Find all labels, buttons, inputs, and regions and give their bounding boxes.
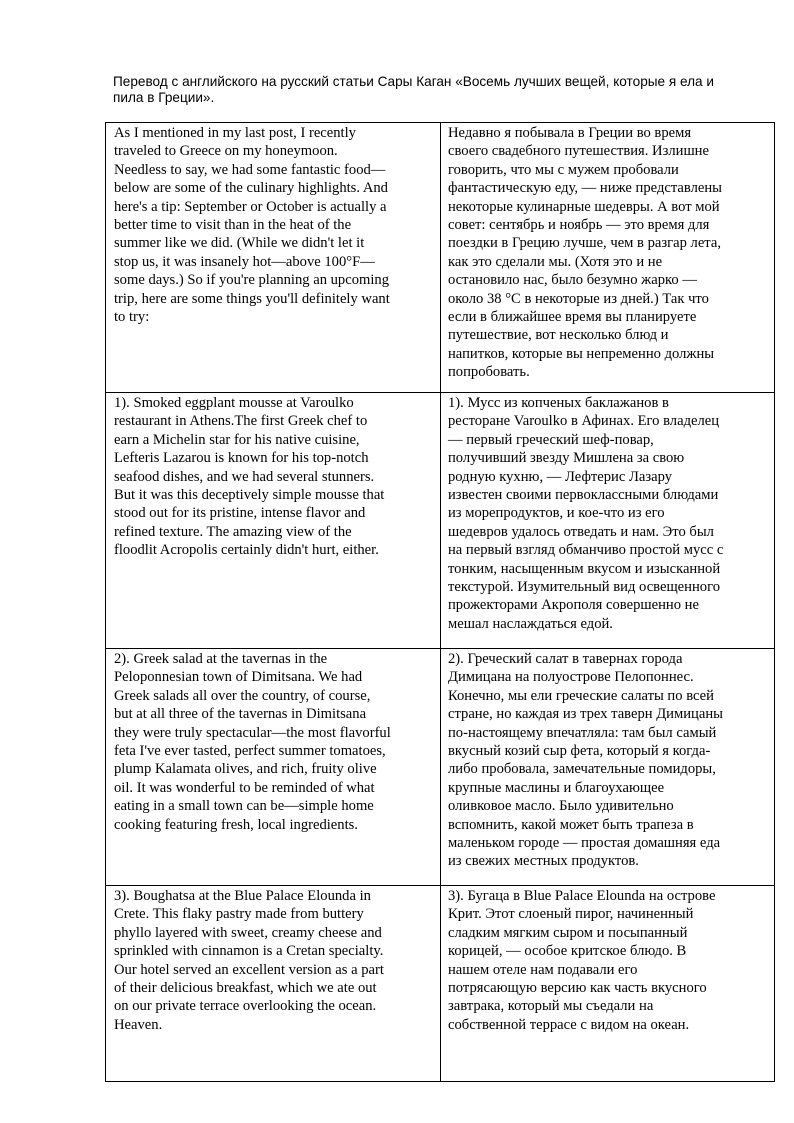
text-line: stop us, it was insanely hot—above 100°F— <box>114 253 375 270</box>
table-row <box>106 886 775 1082</box>
text-line: вспомнить, какой может быть трапеза в <box>448 816 694 833</box>
text-line: trip, here are some things you'll definitely want <box>114 290 390 307</box>
english-paragraph <box>114 394 434 560</box>
text-line: по-настоящему впечатляла: там был самый <box>448 724 717 741</box>
text-line: из свежих местных продуктов. <box>448 853 639 870</box>
text-line: phyllo layered with sweet, creamy cheese and <box>114 924 382 941</box>
text-line: либо пробовала, замечательные помидоры, <box>448 761 716 778</box>
text-line: 3). Boughatsa at the Blue Palace Elounda in <box>114 888 371 904</box>
text-line: As I mentioned in my last post, I recently <box>114 125 356 141</box>
text-line: to try: <box>114 309 150 326</box>
parallel-translation-table <box>105 122 775 1082</box>
text-line: 1). Мусс из копченых баклажанов в <box>448 395 669 411</box>
russian-paragraph <box>448 124 768 382</box>
text-line: Недавно я побывала в Греции во время <box>448 125 692 141</box>
text-line: если в ближайшее время вы планируете <box>448 309 697 326</box>
text-line: below are some of the culinary highlights. And <box>114 180 388 197</box>
text-line: маленьком городе — простая домашняя еда <box>448 835 721 852</box>
text-line: прожекторами Акрополя совершенно не <box>448 597 699 614</box>
text-line: вкусный козий сыр фета, который я когда- <box>448 743 711 760</box>
text-line: некоторые кулинарные шедевры. А вот мой <box>448 198 720 215</box>
text-line: Greek salads all over the country, of course, <box>114 687 371 704</box>
russian-text-cell <box>441 649 775 886</box>
text-line: поездки в Грецию лучше, чем в разгар лета, <box>448 235 721 252</box>
text-line: сладким мягким сыром и посыпанный <box>448 924 688 941</box>
russian-paragraph <box>448 887 768 1034</box>
text-line: oil. It was wonderful to be reminded of what <box>114 779 375 796</box>
text-line: better time to visit than in the heat of the <box>114 217 352 234</box>
russian-text-cell <box>441 123 775 393</box>
text-line: restaurant in Athens.The first Greek chef to <box>114 413 368 430</box>
text-line: мешал наслаждаться едой. <box>448 615 613 632</box>
text-line: earn a Michelin star for his native cuisine, <box>114 431 360 448</box>
text-line: Heaven. <box>114 1016 163 1033</box>
text-line: остановило нас, было безумно жарко — <box>448 272 697 289</box>
text-line: feta I've ever tasted, perfect summer tomatoes, <box>114 743 386 760</box>
english-text-cell <box>106 886 441 1082</box>
text-line: they were truly spectacular—the most flavorful <box>114 724 391 741</box>
text-line: как это сделали мы. (Хотя это и не <box>448 253 663 270</box>
table-row <box>106 123 775 393</box>
text-line: plump Kalamata olives, and rich, fruity olive <box>114 761 377 778</box>
text-line: нашем отеле нам подавали его <box>448 961 638 978</box>
text-line: потрясающую версию как часть вкусного <box>448 980 707 997</box>
text-line: шедевров удалось отведать и нам. Это был <box>448 523 714 540</box>
document-heading <box>113 74 723 106</box>
text-line: cooking featuring fresh, local ingredients. <box>114 816 358 833</box>
text-line: Крит. Этот слоеный пирог, начиненный <box>448 906 694 923</box>
english-paragraph <box>114 650 434 834</box>
text-line: из морепродуктов, и кое-что из его <box>448 505 665 522</box>
text-line: traveled to Greece on my honeymoon. <box>114 143 338 160</box>
text-line: тонким, насыщенным вкусом и изысканной <box>448 560 721 577</box>
text-line: Needless to say, we had some fantastic food— <box>114 161 386 178</box>
russian-paragraph <box>448 650 768 871</box>
text-line: 2). Греческий салат в тавернах города <box>448 651 683 667</box>
text-line: 3). Бугаца в Blue Palace Elounda на острове <box>448 888 716 904</box>
text-line: говорить, что мы с мужем пробовали <box>448 161 679 178</box>
text-line: here's a tip: September or October is actually a <box>114 198 387 215</box>
text-line: известен своими первоклассными блюдами <box>448 487 719 504</box>
text-line: своего свадебного путешествия. Излишне <box>448 143 709 160</box>
english-text-cell <box>106 393 441 649</box>
english-paragraph <box>114 887 434 1034</box>
heading-line: Перевод с английского на русский статьи Сары Каган «Восемь лучших вещей, которые я ела и <box>113 74 714 89</box>
text-line: на первый взгляд обманчиво простой мусс с <box>448 542 724 559</box>
table-row <box>106 393 775 649</box>
text-line: but at all three of the tavernas in Dimitsana <box>114 706 367 723</box>
text-line: floodlit Acropolis certainly didn't hurt, either. <box>114 542 379 559</box>
text-line: получивший звезду Мишлена за свою <box>448 450 685 467</box>
heading-line: пила в Греции». <box>113 90 215 105</box>
text-line: корицей, — особое критское блюдо. В <box>448 943 687 960</box>
text-line: seafood dishes, and we had several stunners. <box>114 468 375 485</box>
text-line: 2). Greek salad at the tavernas in the <box>114 651 328 667</box>
text-line: sprinkled with cinnamon is a Cretan specialty. <box>114 943 384 960</box>
text-line: ресторане Varoulko в Афинах. Его владелец <box>448 413 720 430</box>
text-line: — первый греческий шеф-повар, <box>448 431 654 448</box>
text-line: собственной террасе с видом на океан. <box>448 1016 690 1033</box>
text-line: Crete. This flaky pastry made from buttery <box>114 906 364 923</box>
text-line: оливковое масло. Было удивительно <box>448 798 674 815</box>
text-line: текстурой. Изумительный вид освещенного <box>448 579 721 596</box>
text-line: summer like we did. (While we didn't let it <box>114 235 365 252</box>
text-line: фантастическую еду, — ниже представлены <box>448 180 722 197</box>
text-line: завтрака, который мы съедали на <box>448 998 654 1015</box>
russian-text-cell <box>441 393 775 649</box>
text-line: But it was this deceptively simple mousse that <box>114 487 385 504</box>
text-line: Peloponnesian town of Dimitsana. We had <box>114 669 363 686</box>
text-line: Our hotel served an excellent version as a part <box>114 961 384 978</box>
text-line: совет: сентябрь и ноябрь — это время для <box>448 217 710 234</box>
text-line: some days.) So if you're planning an upcoming <box>114 272 390 289</box>
text-line: около 38 °С в некоторые из дней.) Так что <box>448 290 709 307</box>
table-row <box>106 649 775 886</box>
text-line: родную кухню, — Лефтерис Лазару <box>448 468 673 485</box>
russian-text-cell <box>441 886 775 1082</box>
text-line: 1). Smoked eggplant mousse at Varoulko <box>114 395 354 411</box>
russian-paragraph <box>448 394 768 633</box>
text-line: напитков, которые вы непременно должны <box>448 345 715 362</box>
text-line: путешествие, вот несколько блюд и <box>448 327 669 344</box>
english-text-cell <box>106 649 441 886</box>
text-line: попробовать. <box>448 364 530 381</box>
text-line: on our private terrace overlooking the ocean. <box>114 998 377 1015</box>
text-line: стране, но каждая из трех таверн Димицаны <box>448 706 723 723</box>
english-text-cell <box>106 123 441 393</box>
text-line: stood out for its pristine, intense flavor and <box>114 505 366 522</box>
text-line: Конечно, мы ели греческие салаты по всей <box>448 687 714 704</box>
text-line: Lefteris Lazarou is known for his top-notch <box>114 450 369 467</box>
text-line: eating in a small town can be—simple home <box>114 798 374 815</box>
text-line: refined texture. The amazing view of the <box>114 523 352 540</box>
text-line: крупные маслины и благоухающее <box>448 779 665 796</box>
text-line: of their delicious breakfast, which we ate out <box>114 980 377 997</box>
english-paragraph <box>114 124 434 326</box>
text-line: Димицана на полуострове Пелопоннес. <box>448 669 694 686</box>
